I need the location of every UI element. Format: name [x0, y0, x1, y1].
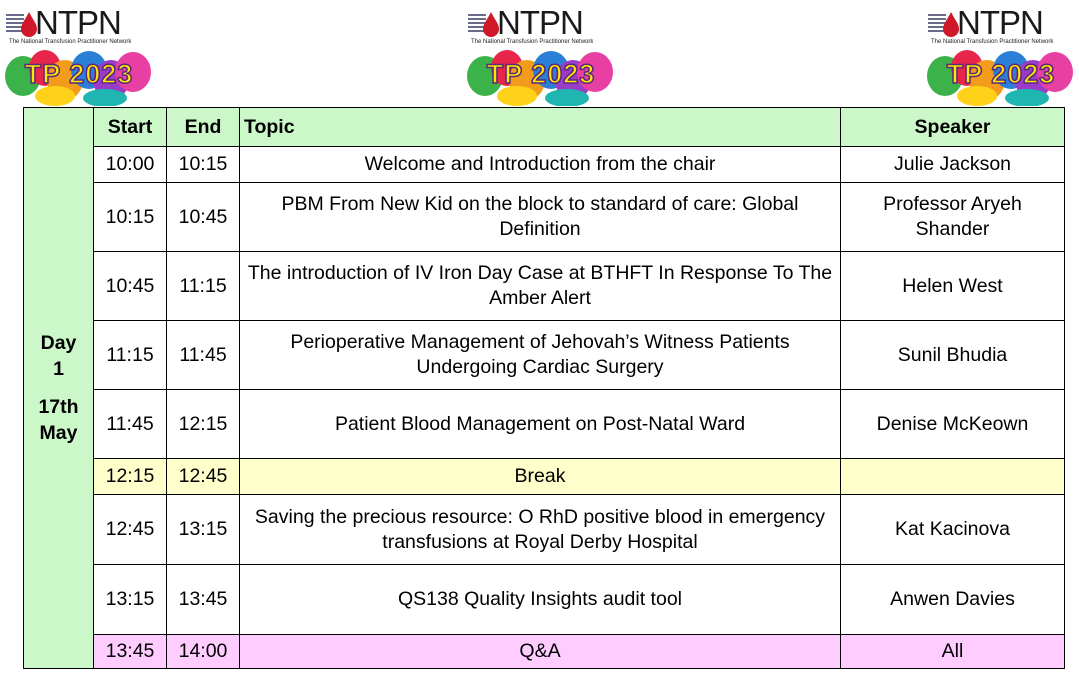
column-header-topic: Topic — [240, 108, 841, 147]
topic-cell: Perioperative Management of Jehovah’s Witness Patients Undergoing Cardiac Surgery — [240, 321, 841, 390]
table-row — [24, 252, 1065, 321]
topic-cell: The introduction of IV Iron Day Case at BTHFT In Response To The Amber Alert — [240, 252, 841, 321]
table-header-row — [24, 108, 1065, 147]
topic-cell: Break — [240, 459, 841, 495]
ntpn-brand: NTPN — [957, 4, 1043, 41]
speaker-cell: Professor Aryeh Shander — [841, 183, 1065, 252]
day-number: 1 — [53, 358, 64, 380]
column-header-speaker: Speaker — [841, 108, 1065, 147]
start-time: 10:45 — [94, 252, 167, 321]
end-time: 10:15 — [167, 147, 240, 183]
end-time: 13:15 — [167, 495, 240, 565]
table-row — [24, 495, 1065, 565]
column-header-end: End — [167, 108, 240, 147]
table-row — [24, 147, 1065, 183]
speaker-cell: Helen West — [841, 252, 1065, 321]
ntpn-logo-left — [5, 4, 153, 100]
table-row — [24, 565, 1065, 635]
topic-cell: Q&A — [240, 635, 841, 669]
start-time: 12:15 — [94, 459, 167, 495]
day-cell — [24, 108, 94, 669]
start-time: 13:45 — [94, 635, 167, 669]
start-time: 11:15 — [94, 321, 167, 390]
end-time: 12:15 — [167, 390, 240, 459]
start-time: 11:45 — [94, 390, 167, 459]
topic-cell: PBM From New Kid on the block to standard of care: Global Definition — [240, 183, 841, 252]
speaker-cell: Kat Kacinova — [841, 495, 1065, 565]
event-title: TP 2023 — [24, 59, 134, 89]
ntpn-logo-right — [927, 4, 1075, 100]
table-row — [24, 183, 1065, 252]
ntpn-tagline: The National Transfusion Practitioner Network — [9, 39, 132, 45]
speaker-cell: All — [841, 635, 1065, 669]
day-label: Day — [40, 332, 77, 354]
ntpn-brand: NTPN — [497, 4, 583, 41]
break-row — [24, 459, 1065, 495]
end-time: 14:00 — [167, 635, 240, 669]
end-time: 10:45 — [167, 183, 240, 252]
start-time: 13:15 — [94, 565, 167, 635]
end-time: 12:45 — [167, 459, 240, 495]
end-time: 13:45 — [167, 565, 240, 635]
day-date-line2: May — [39, 422, 78, 444]
speaker-cell: Julie Jackson — [841, 147, 1065, 183]
agenda-table — [23, 107, 1065, 669]
qa-row — [24, 635, 1065, 669]
event-title: TP 2023 — [946, 59, 1056, 89]
speaker-cell: Denise McKeown — [841, 390, 1065, 459]
end-time: 11:45 — [167, 321, 240, 390]
speaker-cell: Anwen Davies — [841, 565, 1065, 635]
table-row — [24, 321, 1065, 390]
start-time: 10:00 — [94, 147, 167, 183]
start-time: 12:45 — [94, 495, 167, 565]
topic-cell: Patient Blood Management on Post-Natal Ward — [240, 390, 841, 459]
speaker-cell — [841, 459, 1065, 495]
topic-cell: Welcome and Introduction from the chair — [240, 147, 841, 183]
end-time: 11:15 — [167, 252, 240, 321]
table-row — [24, 390, 1065, 459]
ntpn-tagline: The National Transfusion Practitioner Network — [931, 39, 1054, 45]
start-time: 10:15 — [94, 183, 167, 252]
ntpn-brand: NTPN — [35, 4, 121, 41]
speaker-cell: Sunil Bhudia — [841, 321, 1065, 390]
column-header-start: Start — [94, 108, 167, 147]
topic-cell: Saving the precious resource: O RhD positive blood in emergency transfusions at Royal Derby Hospital — [240, 495, 841, 565]
ntpn-tagline: The National Transfusion Practitioner Network — [471, 39, 594, 45]
event-title: TP 2023 — [486, 59, 596, 89]
ntpn-logo-center — [467, 4, 615, 100]
day-date-line1: 17th — [38, 396, 79, 418]
topic-cell: QS138 Quality Insights audit tool — [240, 565, 841, 635]
